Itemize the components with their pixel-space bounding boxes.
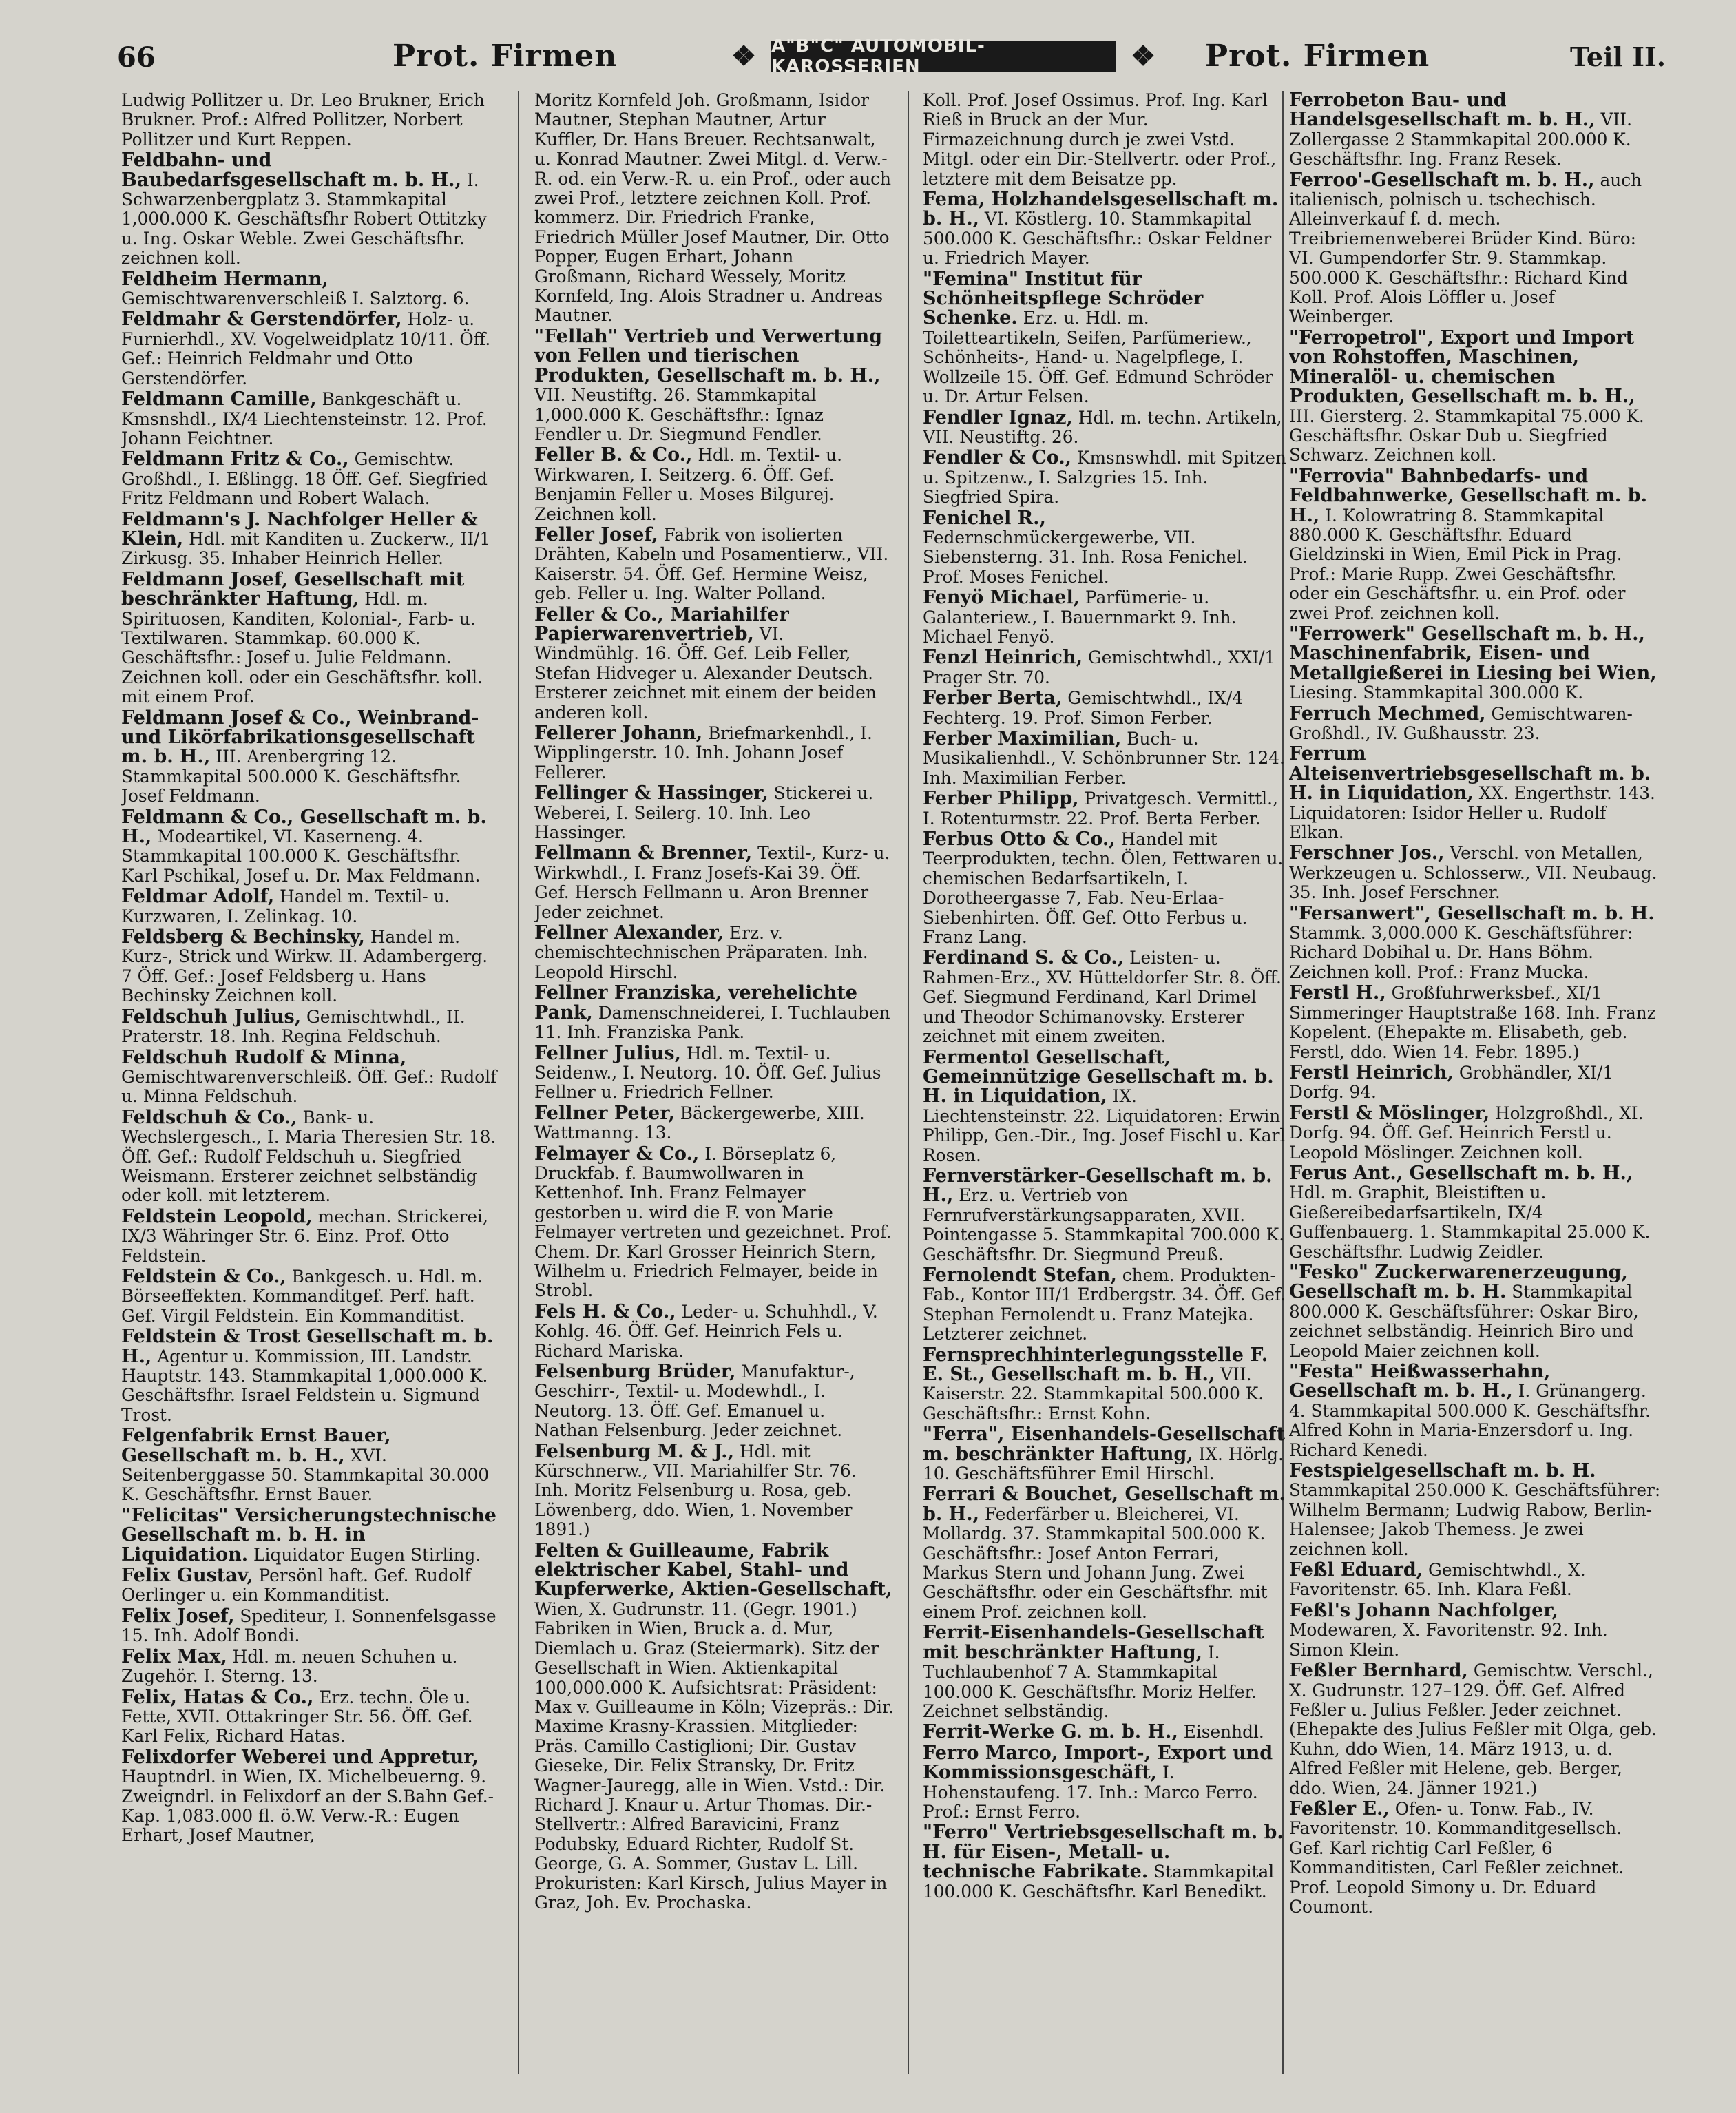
- firm-name: Feldschuh & Co.,: [121, 1106, 297, 1128]
- directory-entry: [121, 1108, 499, 1206]
- firm-details: Gemischtwaren-Großhdl., IV. Gußhausstr. 23.: [1289, 703, 1633, 743]
- firm-name: Fermentol Gesellschaft, Gemeinnützige Gesellschaft m. b. H. in Liquidation,: [923, 1046, 1274, 1107]
- firm-name: Felixdorfer Weberei und Appretur,: [121, 1746, 479, 1768]
- firm-details: Ofen- u. Tonw. Fab., IV. Favoritenstr. 10. Kommanditgesellsch. Gef. Karl richtig Carl Feßler, 6 Kommanditisten, Carl Feßler zeichnet. Prof. Leopold Simony u. Dr. Eduard Coumont.: [1289, 1798, 1624, 1917]
- firm-details: Damenschneiderei, I. Tuchlauben 11. Inh. Franziska Pank.: [534, 1002, 890, 1043]
- firm-details: VII. Zollergasse 2 Stammkapital 200.000 K. Geschäftsfhr. Ing. Franz Resek.: [1289, 110, 1632, 169]
- firm-details: Leisten- u. Rahmen-Erz., XV. Hütteldorfer Str. 8. Öff. Gef. Siegmund Ferdinand, Karl Drimel und Theodor Schimanovsky. Ersterer zeichnet mit einem zweiten.: [923, 948, 1282, 1047]
- firm-name: Felix Josef,: [121, 1605, 235, 1627]
- directory-entry: [534, 784, 894, 842]
- directory-entry: [534, 1044, 894, 1103]
- firm-details: Stammkapital 250.000 K. Geschäftsführer: Wilhelm Bermann; Ludwig Rabow, Berlin-Halensee; Jakob Themess. Je zwei zeichnen koll.: [1289, 1480, 1661, 1559]
- directory-entry: [1289, 1561, 1661, 1600]
- firm-details: XX. Engerthstr. 143. Liquidatoren: Isidor Heller u. Rudolf Elkan.: [1289, 783, 1655, 843]
- directory-entry: [121, 1566, 499, 1605]
- directory-entry: [923, 789, 1286, 829]
- directory-entry: [121, 1607, 499, 1646]
- firm-name: Feldsberg & Bechinsky,: [121, 926, 365, 948]
- firm-details: I. Kolowratring 8. Stammkapital 880.000 K. Geschäftsfhr. Eduard Gieldzinski in Wien, Emil Pick in Prag. Prof.: Marie Rupp. Zwei Geschäftsfhr. oder ein Geschäftsfhr. u. ein Prof. oder zwei Prof. zeichnen koll.: [1289, 505, 1626, 623]
- firm-details: Kmsnswhdl. mit Spitzen u. Spitzenw., I. Salzgries 15. Inh. Siegfried Spira.: [923, 448, 1286, 508]
- firm-name: Feldmann Josef & Co., Weinbrand- und Likörfabrikationsgesellschaft m. b. H.,: [121, 707, 479, 768]
- firm-details: Hdl. m. Textil- u. Seidenw., I. Neutorg. 10. Öff. Gef. Julius Fellner u. Friedrich Fellner.: [534, 1043, 881, 1103]
- directory-entry: [534, 446, 894, 524]
- firm-name: Feldmann's J. Nachfolger Heller & Klein,: [121, 508, 478, 550]
- firm-name: Feßler Bernhard,: [1289, 1660, 1468, 1682]
- directory-entry: [534, 91, 894, 326]
- firm-name: Fendler Ignaz,: [923, 406, 1073, 428]
- firm-details: Federnschmückergewerbe, VII. Siebensterng. 31. Inh. Rosa Fenichel. Prof. Moses Fenichel.: [923, 527, 1248, 587]
- firm-name: Ferrit-Eisenhandels-Gesellschaft mit beschränkter Haftung,: [923, 1622, 1264, 1663]
- firm-name: Felix Max,: [121, 1645, 227, 1667]
- directory-entry: [121, 1267, 499, 1326]
- directory-entry: [1289, 91, 1661, 169]
- firm-name: Fendler & Co.,: [923, 447, 1072, 469]
- firm-details: Hdl. m. Graphit, Bleistiften u. Gießereibedarfsartikeln, IX/4 Guffenbauerg. 1. Stammkapital 25.000 K. Geschäftsfhr. Ludwig Zeidler.: [1289, 1183, 1651, 1262]
- directory-entry: [534, 1362, 894, 1441]
- directory-entry: [1289, 844, 1661, 902]
- firm-details: Briefmarkenhdl., I. Wipplingerstr. 10. Inh. Johann Josef Fellerer.: [534, 723, 872, 782]
- firm-details: Stammk. 3,000.000 K. Geschäftsführer: Richard Dobihal u. Dr. Hans Böhm. Zeichnen koll. Prof.: Franz Mucka.: [1289, 923, 1633, 982]
- directory-entry: [121, 1207, 499, 1266]
- directory-entry: [923, 1266, 1286, 1344]
- directory-entry: [1289, 625, 1661, 703]
- directory-entry: [121, 151, 499, 268]
- directory-entry: [1289, 1601, 1661, 1660]
- firm-details: Holzgroßhdl., XI. Dorfg. 94. Öff. Gef. Heinrich Ferstl u. Leopold Möslinger. Zeichnen koll.: [1289, 1103, 1644, 1163]
- firm-name: Feller Josef,: [534, 523, 658, 545]
- column-1: [121, 91, 499, 2088]
- directory-entry: [534, 605, 894, 722]
- directory-entry: [121, 928, 499, 1006]
- column-3: [923, 91, 1286, 2088]
- firm-details: Privatgesch. Vermittl., I. Rotenturmstr. 22. Prof. Berta Ferber.: [923, 789, 1278, 829]
- firm-details: Gemischtwarenverschleiß. Öff. Gef.: Rudolf u. Minna Feldschuh.: [121, 1066, 497, 1107]
- firm-name: Feßl's Johann Nachfolger,: [1289, 1599, 1558, 1621]
- directory-entry: [923, 588, 1286, 647]
- firm-details: Wien, X. Gudrunstr. 11. (Gegr. 1901.) Fabriken in Wien, Bruck a. d. Mur, Diemlach u. Graz (Steiermark). Sitz der Gesellschaft in Wien. Aktienkapital 100,000.000 K. Aufsichtsrat: Präsident: Max v. Guilleaume in Köln; Vizepräs.: Dir. Maxime Krasny-Krassien. Mitglieder: Präs. Camillo Castiglioni; Dir. Gustav Gieseke, Dir. Felix Stransky, Dr. Fritz Wagner-Jauregg, alle in Wien. Vstd.: Dir. Richard J. Knaur u. Artur Thomas. Dir.-Stellvertr.: Alfred Baravicini, Franz Podubsky, Eduard Richter, Rudolf St. George, G. A. Sommer, Gustav L. Lill. Prokuristen: Karl Kirsch, Julius Mayer in Graz, Joh. Ev. Prochaska.: [534, 1599, 894, 1913]
- firm-details: Leder- u. Schuhhdl., V. Kohlg. 46. Öff. Gef. Heinrich Fels u. Richard Mariska.: [534, 1301, 878, 1361]
- firm-name: Fellmann & Brenner,: [534, 842, 753, 864]
- directory-entry: [534, 1541, 894, 1913]
- firm-name: Ferstl Heinrich,: [1289, 1061, 1454, 1083]
- firm-details: Agentur u. Kommission, III. Landstr. Hauptstr. 143. Stammkapital 1,000.000 K. Geschäftsfhr. Israel Feldstein u. Sigmund Trost.: [121, 1346, 488, 1425]
- firm-name: "Ferra", Eisenhandels-Gesellschaft m. beschränkter Haftung,: [923, 1424, 1286, 1465]
- part-label: Teil II.: [1570, 41, 1666, 72]
- firm-name: "Ferrowerk" Gesellschaft m. b. H., Maschinenfabrik, Eisen- und Metallgießerei in Liesing bei Wien,: [1289, 623, 1657, 684]
- directory-entry: [923, 1425, 1286, 1484]
- page-header: [117, 36, 1666, 84]
- directory-entry: [1289, 1661, 1661, 1798]
- firm-details: Stickerei u. Weberei, I. Seilerg. 10. Inh. Leo Hassinger.: [534, 783, 874, 843]
- directory-entry: [121, 887, 499, 926]
- firm-details: Hdl. m. techn. Artikeln, VII. Neustiftg. 26.: [923, 407, 1282, 447]
- directory-entry: [923, 689, 1286, 728]
- directory-entry: [923, 1823, 1286, 1902]
- directory-entry: [534, 1145, 894, 1301]
- firm-details: Hdl. m. Textil- u. Wirkwaren, I. Seitzerg. 6. Öff. Gef. Benjamin Feller u. Moses Bilgurej. Zeichnen koll.: [534, 445, 842, 524]
- directory-entry: [923, 408, 1286, 448]
- firm-details: Manufaktur-, Geschirr-, Textil- u. Modewhdl., I. Neutorg. 13. Öff. Gef. Emanuel u. Nathan Felsenburg. Jeder zeichnet.: [534, 1362, 855, 1441]
- firm-name: Fellner Alexander,: [534, 922, 724, 944]
- firm-name: Feldmann Camille,: [121, 388, 317, 410]
- firm-name: Fenyö Michael,: [923, 587, 1080, 609]
- firm-name: Fellner Peter,: [534, 1102, 675, 1124]
- firm-details: Bäckergewerbe, XIII. Wattmanng. 13.: [534, 1103, 865, 1143]
- directory-entry: [923, 948, 1286, 1046]
- firm-name: Ferbus Otto & Co.,: [923, 829, 1116, 851]
- firm-name: Ferruch Mechmed,: [1289, 702, 1486, 725]
- firm-name: Feßler E.,: [1289, 1798, 1390, 1820]
- directory-entry: [534, 1442, 894, 1540]
- firm-details: Verschl. von Metallen, Werkzeugen u. Schlosserw., VII. Neubaug. 35. Inh. Josef Ferschner.: [1289, 843, 1657, 903]
- directory-entry: [534, 724, 894, 782]
- firm-name: "Festa" Heißwasserhahn, Gesellschaft m. b. H.,: [1289, 1361, 1551, 1402]
- firm-details: Hdl. mit Kanditen u. Zuckerw., II/1 Zirkusg. 35. Inhaber Heinrich Heller.: [121, 528, 491, 569]
- firm-name: Feller & Co., Mariahilfer Papierwarenvertrieb,: [534, 603, 789, 645]
- firm-details: Handel mit Teerprodukten, techn. Ölen, Fettwaren u. chemischen Bedarfsartikeln, I. Dorotheergasse 7, Fab. Neu-Erlaa-Siebenhirten. Öff. Gef. Otto Ferbus u. Franz Lang.: [923, 829, 1284, 948]
- directory-entry: [534, 1104, 894, 1143]
- firm-details: Grobhändler, XI/1 Dorfg. 94.: [1289, 1062, 1613, 1103]
- firm-details: Moritz Kornfeld Joh. Großmann, Isidor Mautner, Stephan Mautner, Artur Kuffler, Dr. Hans Breuer. Rechtsanwalt, u. Konrad Mautner. Zwei Mitgl. d. Verw.-R. od. ein Verw.-R. u. ein Prof., oder auch zwei Prof., letztere zeichnen Koll. Prof. kommerz. Dir. Friedrich Franke, Friedrich Müller Josef Mautner, Dir. Otto Popper, Eugen Erhart, Johann Großmann, Richard Wessely, Moritz Kornfeld, Ing. Alois Stradner u. Andreas Mautner.: [534, 91, 892, 326]
- firm-name: Ferrari & Bouchet, Gesellschaft m. b. H.,: [923, 1484, 1286, 1525]
- firm-name: Feldmann Fritz & Co.,: [121, 448, 349, 470]
- directory-entry: [1289, 171, 1661, 327]
- directory-entry: [1289, 326, 1661, 466]
- directory-entry: [121, 1426, 499, 1505]
- firm-name: Fernverstärker-Gesellschaft m. b. H.,: [923, 1165, 1273, 1207]
- firm-details: VI. Windmühlg. 16. Öff. Gef. Leib Feller, Stefan Hidveger u. Alexander Deutsch. Ersterer zeichnet mit einem der beiden anderen koll.: [534, 623, 877, 722]
- firm-name: Felsenburg Brüder,: [534, 1361, 736, 1382]
- firm-name: Ferro Marco, Import-, Export und Kommissionsgeschäft,: [923, 1742, 1273, 1784]
- firm-details: VI. Köstlerg. 10. Stammkapital 500.000 K. Geschäftsfhr.: Oskar Feldner u. Friedrich Mayer.: [923, 209, 1272, 269]
- directory-entry: [1289, 1164, 1661, 1262]
- running-title-right: Prot. Firmen: [1205, 39, 1430, 74]
- firm-details: Persönl haft. Gef. Rudolf Oerlinger u. ein Kommanditist.: [121, 1565, 471, 1605]
- firm-details: Federfärber u. Bleicherei, VI. Mollardg. 37. Stammkapital 500.000 K. Geschäftsfhr.: Josef Anton Ferrari, Markus Stern und Johann Jung. Zwei Geschäftsfhr. oder ein Geschäftsfhr. mit einem Prof. zeichnen koll.: [923, 1503, 1268, 1622]
- firm-details: Hauptndrl. in Wien, IX. Michelbeuerng. 9. Zweigndrl. in Felixdorf an der S.Bahn Gef.-Kap. 1,083.000 fl. ö.W. Verw.-R.: Eugen Erhart, Josef Mautner,: [121, 1767, 494, 1846]
- directory-entry: [1289, 1063, 1661, 1103]
- directory-entry: [1289, 983, 1661, 1062]
- firm-details: mechan. Strickerei, IX/3 Währinger Str. 6. Einz. Prof. Otto Feldstein.: [121, 1206, 488, 1266]
- firm-name: "Ferro" Vertriebsgesellschaft m. b. H. für Eisen-, Metall- u. technische Fabrikate.: [923, 1822, 1284, 1883]
- firm-details: Fabrik von isolierten Drähten, Kabeln und Posamentierw., VII. Kaiserstr. 54. Öff. Gef. Hermine Weisz, geb. Feller u. Ing. Walter Polland.: [534, 524, 889, 604]
- firm-details: Gemischtw. Großhdl., I. Eßlingg. 18 Öff. Gef. Siegfried Fritz Feldmann und Robert Walach.: [121, 449, 488, 509]
- firm-name: Ferber Berta,: [923, 687, 1063, 709]
- directory-entry: [923, 509, 1286, 587]
- directory-entry: [923, 1623, 1286, 1721]
- directory-entry: [1289, 904, 1661, 983]
- directory-entry: [1289, 1263, 1661, 1361]
- firm-details: Parfümerie- u. Galanteriew., I. Bauernmarkt 9. Inh. Michael Fenyö.: [923, 587, 1237, 647]
- firm-name: Feldheim Hermann,: [121, 268, 328, 290]
- directory-entry: [121, 390, 499, 448]
- directory-entry: [1289, 467, 1661, 623]
- firm-name: Fenichel R.,: [923, 507, 1046, 529]
- firm-details: I. Schwarzenbergplatz 3. Stammkapital 1,000.000 K. Geschäftsfhr Robert Ottitzky u. Ing. Oskar Weble. Zwei Geschäftsfhr. zeichnen koll.: [121, 169, 488, 269]
- firm-details: Hdl. m. neuen Schuhen u. Zugehör. I. Sterng. 13.: [121, 1646, 458, 1687]
- firm-name: Feßl Eduard,: [1289, 1559, 1423, 1581]
- firm-name: Fema, Holzhandelsgesellschaft m. b. H.,: [923, 189, 1279, 230]
- firm-name: Feldmar Adolf,: [121, 886, 275, 908]
- directory-entry: [121, 450, 499, 508]
- firm-name: Feldstein & Co.,: [121, 1265, 286, 1287]
- directory-entry: [923, 1485, 1286, 1622]
- firm-name: "Fellah" Vertrieb und Verwertung von Fellen und tierischen Produkten, Gesellschaft m. b. H.,: [534, 325, 882, 386]
- directory-entry: [923, 1722, 1286, 1742]
- firm-details: Erz. u. Vertrieb von Fernrufverstärkungsapparaten, XVII. Pointengasse 5. Stammkapital 700.000 K. Geschäftsfhr. Dr. Siegmund Preuß.: [923, 1185, 1285, 1264]
- firm-name: Feller B. & Co.,: [534, 444, 693, 466]
- directory-entry: [923, 270, 1286, 407]
- emblem-icon: ❖: [731, 40, 756, 72]
- directory-entry: [121, 1048, 499, 1107]
- firm-details: Großfuhrwerksbef., XI/1 Simmeringer Hauptstraße 168. Inh. Franz Kopelent. (Ehepakte m. Elisabeth, geb. Ferstl, ddo. Wien 14. Febr. 1895.): [1289, 983, 1656, 1062]
- directory-entry: [1289, 1800, 1661, 1917]
- directory-entry: [121, 709, 499, 806]
- directory-entry: [121, 1688, 499, 1747]
- firm-details: Bank- u. Wechslergesch., I. Maria Theresien Str. 18. Öff. Gef.: Rudolf Feldschuh u. Siegfried Weismann. Ersterer zeichnet selbständig oder koll. mit letzterem.: [121, 1107, 496, 1206]
- directory-entry: [121, 1506, 499, 1565]
- firm-name: Felgenfabrik Ernst Bauer, Gesellschaft m. b. H.,: [121, 1425, 391, 1466]
- emblem-icon: ❖: [1131, 40, 1155, 72]
- firm-name: "Fersanwert", Gesellschaft m. b. H.: [1289, 902, 1655, 924]
- firm-name: Feldbahn- und Baubedarfsgesellschaft m. b. H.,: [121, 149, 461, 191]
- firm-details: Hdl. mit Kürschnerw., VII. Mariahilfer Str. 76. Inh. Moritz Felsenburg u. Rosa, geb. Löwenberg, ddo. Wien, 1. November 1891.): [534, 1441, 857, 1540]
- directory-entry: [121, 1008, 499, 1047]
- firm-details: Eisenhdl.: [1183, 1722, 1264, 1742]
- column-divider: [908, 91, 909, 2074]
- firm-name: Ferstl & Möslinger,: [1289, 1102, 1490, 1124]
- firm-details: Stammkapital 800.000 K. Geschäftsführer: Oskar Biro, zeichnet selbständig. Heinrich Biro und Leopold Maier zeichnen koll.: [1289, 1282, 1639, 1361]
- firm-details: Erz. v. chemischtechnischen Präparaten. Inh. Leopold Hirschl.: [534, 923, 868, 982]
- firm-name: Ferschner Jos.,: [1289, 842, 1445, 864]
- firm-name: Fenzl Heinrich,: [923, 647, 1083, 669]
- directory-entry: [121, 808, 499, 886]
- firm-details: Buch- u. Musikalienhdl., V. Schönbrunner Str. 124. Inh. Maximilian Ferber.: [923, 729, 1285, 788]
- firm-name: "Ferropetrol", Export und Import von Rohstoffen, Maschinen, Mineralöl- u. chemischen Produkten, Gesellschaft m. b. H.,: [1289, 326, 1635, 408]
- firm-details: Liquidator Eugen Stirling.: [253, 1544, 481, 1565]
- directory-entry: [923, 190, 1286, 269]
- directory-entry: [923, 448, 1286, 507]
- column-2: [534, 91, 894, 2088]
- directory-entry: [534, 844, 894, 922]
- directory-entry: [923, 1346, 1286, 1424]
- firm-details: Holz- u. Furnierhdl., XV. Vogelweidplatz 10/11. Öff. Gef.: Heinrich Feldmahr und Otto Gerstendörfer.: [121, 309, 491, 388]
- advertisement-banner: [723, 36, 1164, 77]
- firm-details: Gemischtwhdl., XXI/1 Prager Str. 70.: [923, 647, 1276, 687]
- firm-details: chem. Produkten-Fab., Kontor III/1 Erdbergstr. 34. Öff. Gef. Stephan Fernolendt u. Franz Matejka. Letzterer zeichnet.: [923, 1264, 1286, 1344]
- firm-details: IX. Hörlg. 10. Geschäftsführer Emil Hirschl.: [923, 1444, 1284, 1484]
- firm-name: Felix Gustav,: [121, 1565, 253, 1587]
- firm-name: Felmayer & Co.,: [534, 1143, 700, 1165]
- firm-details: III. Giersterg. 2. Stammkapital 75.000 K. Geschäftsfhr. Oskar Dub u. Siegfried Schwarz. Zeichnen koll.: [1289, 406, 1644, 466]
- directory-entry: [121, 270, 499, 309]
- firm-details: Hdl. m. Spirituosen, Kanditen, Kolonial-, Farb- u. Textilwaren. Stammkap. 60.000 K. Geschäftsfhr.: Josef u. Julie Feldmann. Zeichnen koll. oder ein Geschäftsfhr. koll. mit einem Prof.: [121, 589, 483, 707]
- firm-name: Festspielgesellschaft m. b. H.: [1289, 1460, 1596, 1482]
- firm-name: Fernsprechhinterlegungsstelle F. E. St., Gesellschaft m. b. H.,: [923, 1344, 1268, 1385]
- firm-details: Koll. Prof. Josef Ossimus. Prof. Ing. Karl Rieß in Bruck an der Mur. Firmazeichnung durch je zwei Vstd. Mitgl. oder ein Dir.-Stellvertr. oder Prof., letztere mit dem Beisatze pp.: [923, 91, 1277, 189]
- directory-entry: [121, 1748, 499, 1846]
- firm-details: I. Tuchlaubenhof 7 A. Stammkapital 100.000 K. Geschäftsfhr. Moriz Helfer. Zeichnet selbständig.: [923, 1642, 1257, 1721]
- firm-name: Fels H. & Co.,: [534, 1300, 676, 1322]
- running-title-left: Prot. Firmen: [393, 39, 618, 74]
- directory-entry: [923, 1048, 1286, 1165]
- firm-details: Erz. techn. Öle u. Fette, XVII. Ottakringer Str. 56. Öff. Gef. Karl Felix, Richard Hatas.: [121, 1687, 473, 1747]
- firm-details: Gemischtwhdl., X. Favoritenstr. 65. Inh. Klara Feßl.: [1289, 1560, 1586, 1600]
- page-number: 66: [117, 41, 156, 74]
- firm-name: Feldmann Josef, Gesellschaft mit beschränkter Haftung,: [121, 568, 465, 610]
- firm-name: "Felicitas" Versicherungstechnische Gesellschaft m. b. H. in Liquidation.: [121, 1504, 496, 1565]
- directory-entry: [534, 327, 894, 444]
- firm-name: Ferrum Alteisenvertriebsgesellschaft m. b. H. in Liquidation,: [1289, 743, 1651, 804]
- firm-name: Ferstl H.,: [1289, 982, 1386, 1004]
- directory-entry: [534, 924, 894, 982]
- directory-entry: [121, 310, 499, 388]
- firm-name: Ferrit-Werke G. m. b. H.,: [923, 1721, 1178, 1743]
- firm-name: "Fesko" Zuckerwarenerzeugung, Gesellschaft m. b. H.: [1289, 1261, 1628, 1303]
- firm-details: Modewaren, X. Favoritenstr. 92. Inh. Simon Klein.: [1289, 1620, 1608, 1660]
- directory-entry: [121, 1647, 499, 1687]
- firm-name: Feldmann & Co., Gesellschaft m. b. H.,: [121, 806, 487, 848]
- column-divider: [518, 91, 519, 2074]
- directory-entry: [1289, 1104, 1661, 1163]
- firm-name: Ferber Philipp,: [923, 788, 1079, 810]
- directory-entry: [1289, 745, 1661, 842]
- directory-entry: [923, 1167, 1286, 1264]
- firm-name: Fellerer Johann,: [534, 722, 703, 744]
- column-4: [1289, 91, 1661, 2088]
- firm-details: Handel m. Textil- u. Kurzwaren, I. Zelinkag. 10.: [121, 886, 450, 926]
- firm-name: Feldmahr & Gerstendörfer,: [121, 309, 402, 331]
- directory-entry: [923, 91, 1286, 189]
- firm-details: Liesing. Stammkapital 300.000 K.: [1289, 683, 1584, 703]
- firm-details: Ludwig Pollitzer u. Dr. Leo Brukner, Erich Brukner. Prof.: Alfred Pollitzer, Norbert Pollitzer und Kurt Reppen.: [121, 91, 485, 149]
- firm-details: Handel m. Kurz-, Strick und Wirkw. II. Adambergerg. 7 Öff. Gef.: Josef Feldsberg u. Hans Bechinsky Zeichnen koll.: [121, 927, 488, 1006]
- firm-name: Felten & Guilleaume, Fabrik elektrischer Kabel, Stahl- und Kupferwerke, Aktien-Gesellschaft,: [534, 1539, 892, 1601]
- firm-details: III. Arenbergring 12. Stammkapital 500.000 K. Geschäftsfhr. Josef Feldmann.: [121, 747, 461, 806]
- firm-details: auch italienisch, polnisch u. tschechisch. Alleinverkauf f. d. mech. Treibriemenweberei Brüder Kind. Büro: VI. Gumpendorfer Str. 9. Stammkap. 500.000 K. Geschäftsfhr.: Richard Kind Koll. Prof. Alois Löffler u. Josef Weinberger.: [1289, 169, 1642, 327]
- firm-name: Ferdinand S. & Co.,: [923, 947, 1125, 969]
- firm-details: Modeartikel, VI. Kaserneng. 4. Stammkapital 100.000 K. Geschäftsfhr. Karl Pschikal, Josef u. Dr. Max Feldmann.: [121, 826, 481, 886]
- firm-name: Felix, Hatas & Co.,: [121, 1686, 314, 1708]
- directory-entry: [923, 729, 1286, 788]
- firm-name: Ferroo'-Gesellschaft m. b. H.,: [1289, 169, 1595, 191]
- firm-details: Erz. u. Hdl. m. Toiletteartikeln, Seifen, Parfümeriew., Schönheits-, Hand- u. Nagelpflege, I. Wollzeile 15. Öff. Gef. Edmund Schröder u. Dr. Artur Felsen.: [923, 308, 1273, 407]
- firm-name: "Ferrovia" Bahnbedarfs- und Feldbahnwerke, Gesellschaft m. b. H.,: [1289, 465, 1648, 526]
- firm-name: Fellinger & Hassinger,: [534, 782, 768, 804]
- directory-entry: [923, 830, 1286, 947]
- firm-details: Gemischtw. Verschl., X. Gudrunstr. 127–129. Öff. Gef. Alfred Feßler u. Julius Feßler. Jeder zeichnet. (Ehepakte des Julius Feßler mit Olga, geb. Kuhn, ddo Wien, 14. März 1913, u. d. Alfred Feßler mit Helene, geb. Berger, ddo. Wien, 24. Jänner 1921.): [1289, 1661, 1657, 1798]
- firm-details: VII. Neustiftg. 26. Stammkapital 1,000.000 K. Geschäftsfhr.: Ignaz Fendler u. Dr. Siegmund Fendler.: [534, 385, 824, 444]
- firm-name: Ferus Ant., Gesellschaft m. b. H.,: [1289, 1162, 1633, 1184]
- firm-details: VII. Kaiserstr. 22. Stammkapital 500.000 K. Geschäftsfhr.: Ernst Kohn.: [923, 1364, 1264, 1424]
- firm-details: Spediteur, I. Sonnenfelsgasse 15. Inh. Adolf Bondi.: [121, 1605, 496, 1646]
- firm-details: Bankgeschäft u. Kmsnshdl., IX/4 Liechtensteinstr. 12. Prof. Johann Feichtner.: [121, 389, 488, 448]
- directory-entry: [534, 525, 894, 604]
- firm-details: Bankgesch. u. Hdl. m. Börseeffekten. Kommanditgef. Perf. haft. Gef. Virgil Feldstein. Ein Kommanditist.: [121, 1266, 483, 1326]
- directory-entry: [534, 983, 894, 1042]
- firm-details: I. Hohenstaufeng. 17. Inh.: Marco Ferro. Prof.: Ernst Ferro.: [923, 1762, 1258, 1822]
- firm-name: Feldschuh Rudolf & Minna,: [121, 1046, 407, 1068]
- firm-name: Fernolendt Stefan,: [923, 1264, 1117, 1286]
- directory-entry: [121, 1327, 499, 1425]
- directory-entry: [121, 570, 499, 707]
- directory-entry: [121, 91, 499, 149]
- firm-name: Fellner Franziska, verehelichte Pank,: [534, 982, 857, 1023]
- firm-details: IX. Liechtensteinstr. 22. Liquidatoren: Erwin Philipp, Gen.-Dir., Ing. Josef Fischl u. Karl Rosen.: [923, 1086, 1286, 1165]
- directory-entry: [923, 1744, 1286, 1822]
- firm-name: Ferrobeton Bau- und Handelsgesellschaft m. b. H.,: [1289, 91, 1596, 131]
- directory-entry: [1289, 1461, 1661, 1559]
- directory-entry: [1289, 1362, 1661, 1460]
- firm-name: Fellner Julius,: [534, 1042, 681, 1064]
- directory-entry: [534, 1302, 894, 1361]
- firm-name: Feldstein & Trost Gesellschaft m. b. H.,: [121, 1326, 494, 1367]
- directory-entry: [923, 648, 1286, 687]
- firm-name: Feldschuh Julius,: [121, 1006, 302, 1028]
- firm-details: Gemischtwarenverschleiß I. Salztorg. 6.: [121, 289, 470, 309]
- firm-details: Stammkapital 100.000 K. Geschäftsfhr. Karl Benedikt.: [923, 1862, 1275, 1902]
- firm-details: Textil-, Kurz- u. Wirkwhdl., I. Franz Josefs-Kai 39. Öff. Gef. Hersch Fellmann u. Aron Brenner Jeder zeichnet.: [534, 843, 890, 922]
- directory-entry: [121, 510, 499, 569]
- firm-details: I. Grünangerg. 4. Stammkapital 500.000 K. Geschäftsfhr. Alfred Kohn in Maria-Enzersdorf u. Ing. Richard Kenedi.: [1289, 1381, 1651, 1460]
- firm-details: XVI. Seitenberggasse 50. Stammkapital 30.000 K. Geschäftsfhr. Ernst Bauer.: [121, 1445, 490, 1505]
- directory-entry: [1289, 702, 1661, 744]
- firm-name: Feldstein Leopold,: [121, 1205, 313, 1227]
- firm-details: Gemischtwhdl., II. Praterstr. 18. Inh. Regina Feldschuh.: [121, 1006, 466, 1047]
- firm-details: Gemischtwhdl., IX/4 Fechterg. 19. Prof. Simon Ferber.: [923, 688, 1243, 728]
- firm-name: "Femina" Institut für Schönheitspflege Schröder Schenke.: [923, 268, 1204, 329]
- firm-name: Ferber Maximilian,: [923, 728, 1122, 749]
- firm-details: I. Börseplatz 6, Druckfab. f. Baumwollwaren in Kettenhof. Inh. Franz Felmayer gestorben u. wird die F. von Marie Felmayer vertreten und gezeichnet. Prof. Chem. Dr. Karl Grosser Heinrich Stern, Wilhelm u. Friedrich Felmayer, beide in Strobl.: [534, 1143, 892, 1301]
- banner-text: A"B"C" AUTOMOBIL-KAROSSERIEN: [771, 41, 1116, 72]
- firm-name: Felsenburg M. & J.,: [534, 1440, 735, 1462]
